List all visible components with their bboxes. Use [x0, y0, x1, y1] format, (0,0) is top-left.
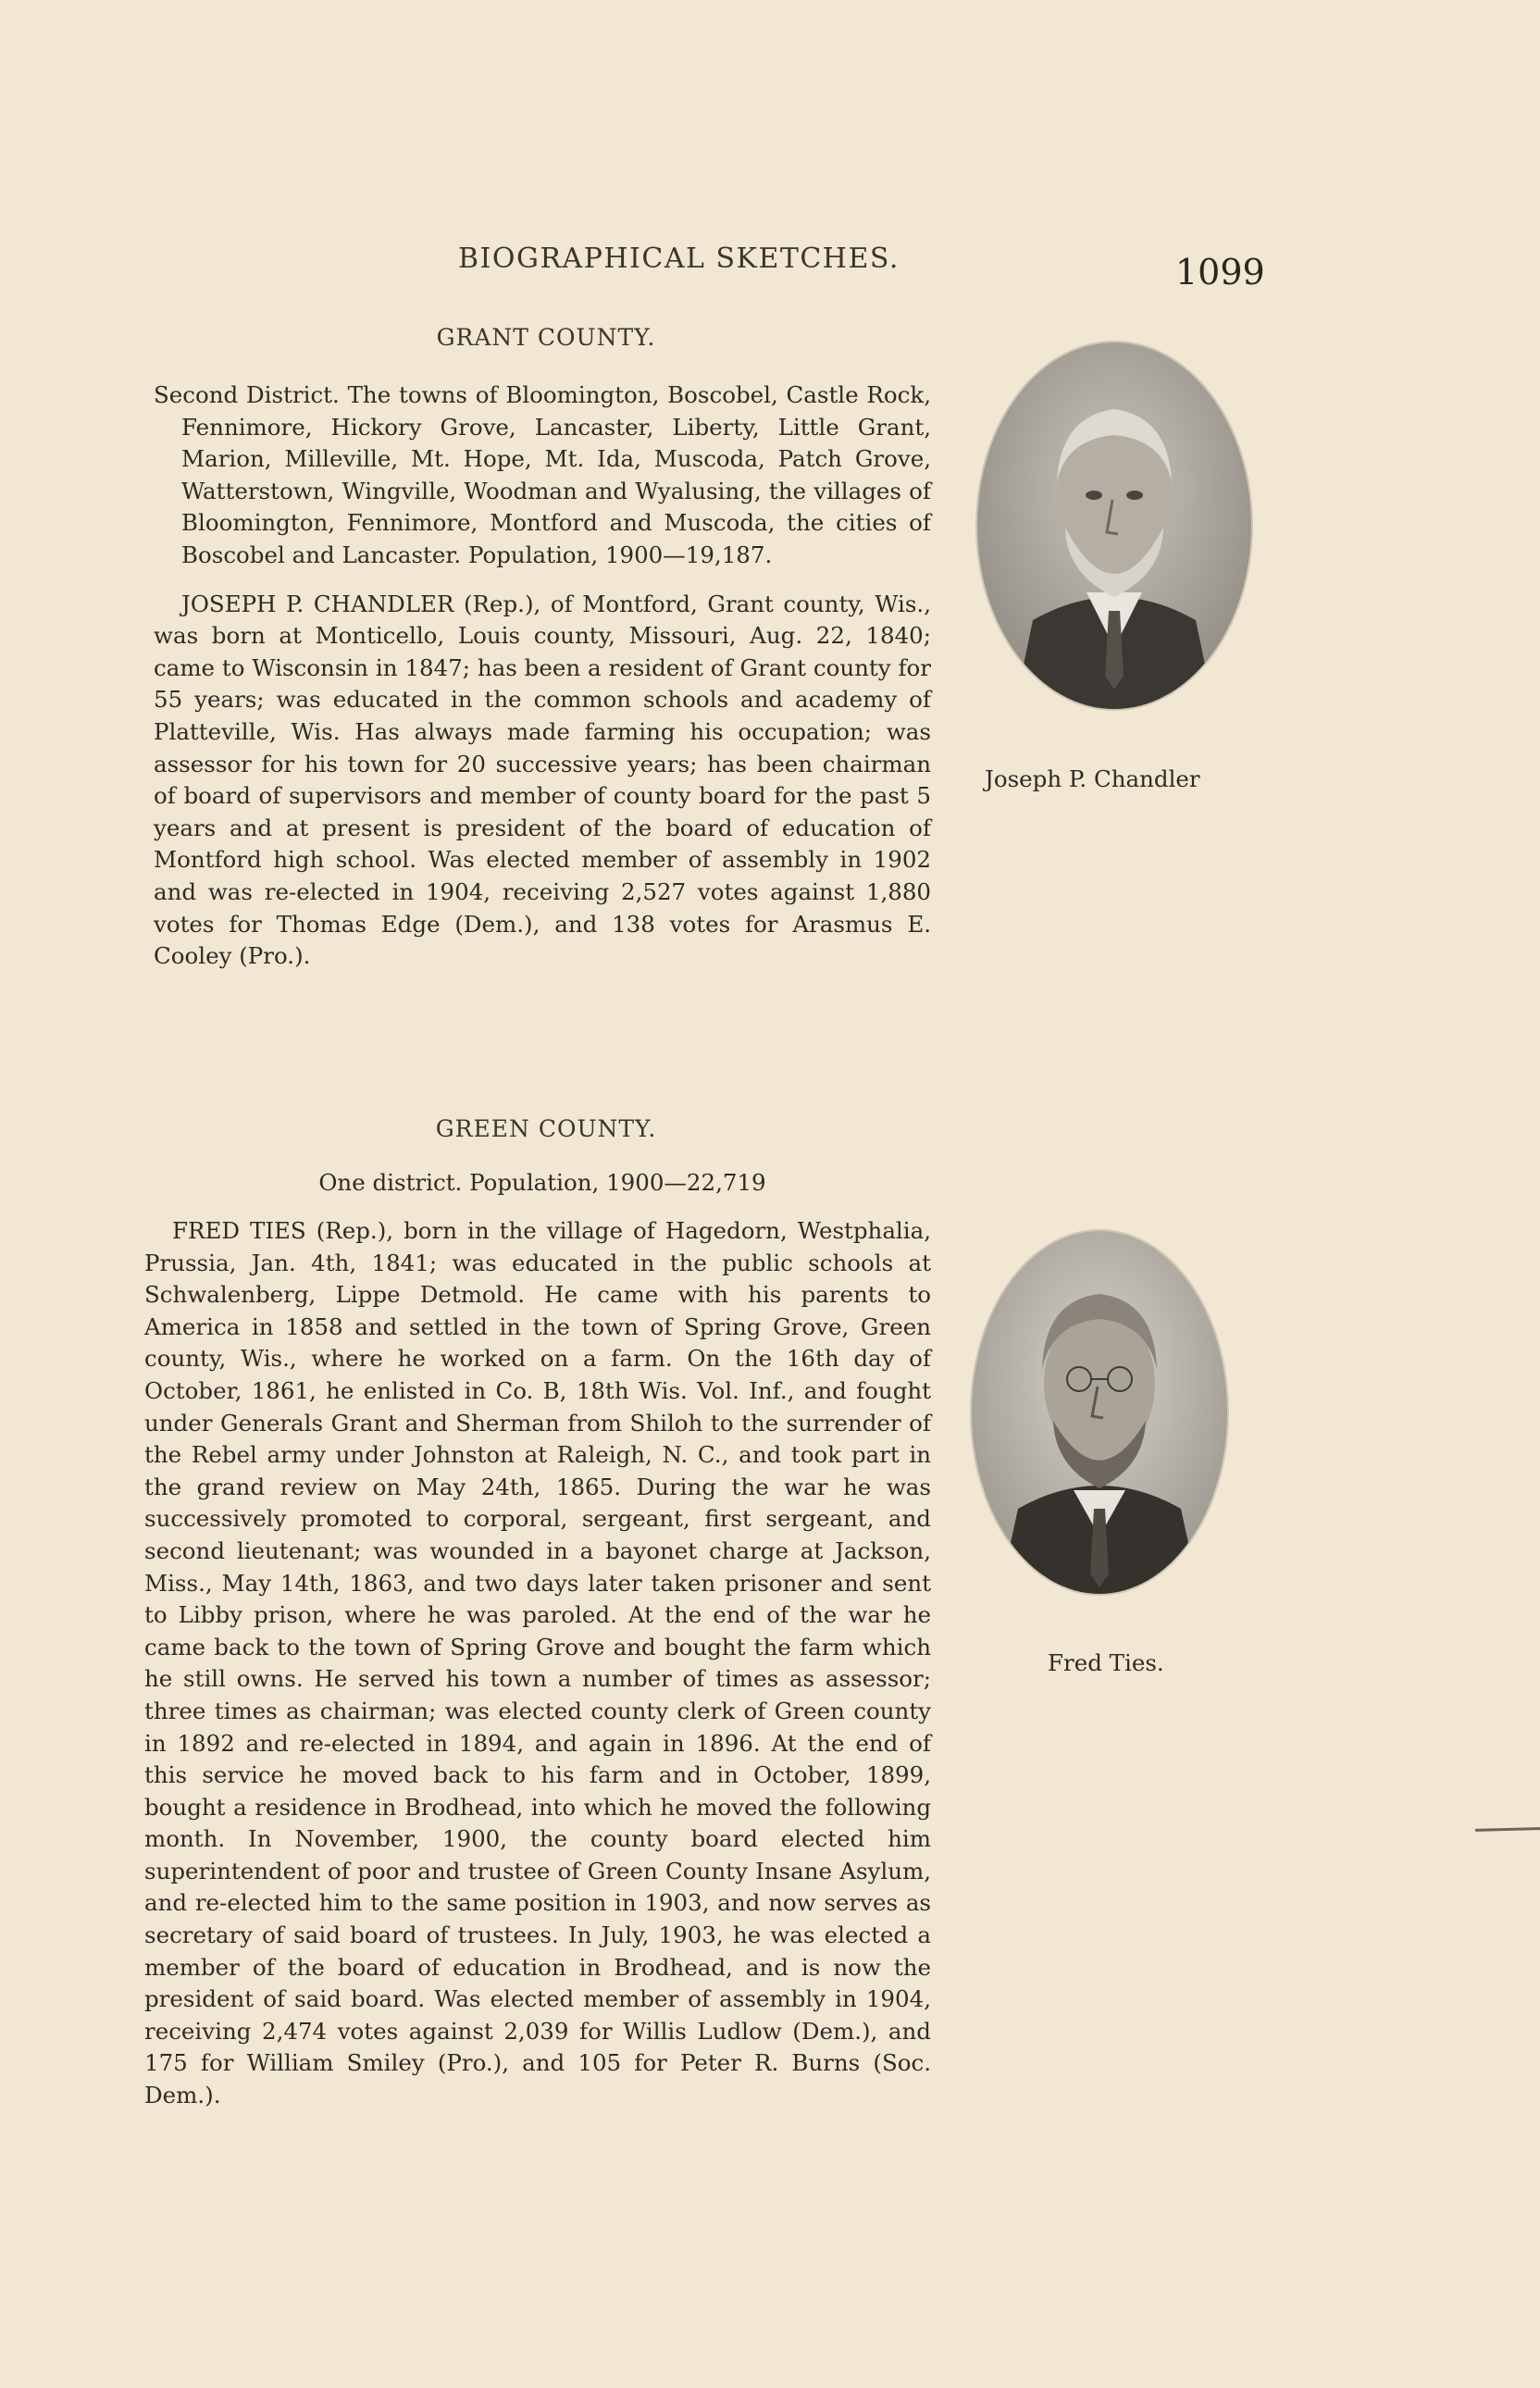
fred-ties-caption: Fred Ties.: [1048, 1649, 1164, 1676]
grant-district-description: Second District. The towns of Bloomington, Boscobel, Castle Rock, Fennimore, Hickory Grove, Lancaster, Liberty, Little Grant, Marion, Milleville, Mt. Hope, Mt. Ida, Muscoda, Patch Grove, Watterstown, Wingville, Woodman and Wyalusing, the villages of Bloomington, Fennimore, Montford and Muscoda, the cities of Boscobel and Lancaster. Population, 1900—19,187.: [154, 381, 931, 568]
green-county-section: [144, 1215, 931, 2112]
joseph-chandler-portrait: [977, 342, 1251, 709]
page-number: 1099: [1175, 252, 1265, 292]
joseph-chandler-caption: Joseph P. Chandler: [985, 765, 1200, 792]
green-county-heading: GREEN COUNTY.: [435, 1115, 657, 1142]
grant-county-heading: GRANT COUNTY.: [436, 324, 656, 351]
green-district-description: One district. Population, 1900—22,719: [318, 1169, 766, 1196]
page-edge-shadow: [1475, 1827, 1540, 1832]
green-biography: FRED TIES (Rep.), born in the village of Hagedorn, Westphalia, Prussia, Jan. 4th, 1841; was educated in the public schools at Schwalenberg, Lippe Detmold. He came with his parents to America in 1858 and settled in the town of Spring Grove, Green county, Wis., where he worked on a farm. On the 16th day of October, 1861, he enlisted in Co. B, 18th Wis. Vol. Inf., and fought under Generals Grant and Sherman from Shiloh to the surrender of the Rebel army under Johnston at Raleigh, N. C., and took part in the grand review on May 24th, 1865. During the war he was successively promoted to corporal, sergeant, first sergeant, and second lieutenant; was wounded in a bayonet charge at Jackson, Miss., May 14th, 1863, and two days later taken prisoner and sent to Libby prison, where he was paroled. At the end of the war he came back to the town of Spring Grove and bought the farm which he still owns. He served his town a number of times as assessor; three times as chairman; was elected county clerk of Green county in 1892 and re-elected in 1894, and again in 1896. At the end of this service he moved back to his farm and in October, 1899, bought a residence in Brodhead, into which he moved the following month. In November, 1900, the county board elected him superintendent of poor and trustee of Green County Insane Asylum, and re-elected him to the same position in 1903, and now serves as secretary of said board of trustees. In July, 1903, he was elected a member of the board of education in Brodhead, and is now the president of said board. Was elected member of assembly in 1904, receiving 2,474 votes against 2,039 for Willis Ludlow (Dem.), and 175 for William Smiley (Pro.), and 105 for Peter R. Burns (Soc. Dem.).: [144, 1217, 931, 2109]
grant-county-section: [154, 379, 931, 973]
grant-biography: JOSEPH P. CHANDLER (Rep.), of Montford, Grant county, Wis., was born at Monticello, Louis county, Missouri, Aug. 22, 1840; came to Wisconsin in 1847; has been a resident of Grant county for 55 years; was educated in the common schools and academy of Platteville, Wis. Has always made farming his occupation; was assessor for his town for 20 successive years; has been chairman of board of supervisors and member of county board for the past 5 years and at present is president of the board of education of Montford high school. Was elected member of assembly in 1902 and was re-elected in 1904, receiving 2,527 votes against 1,880 votes for Thomas Edge (Dem.), and 138 votes for Arasmus E. Cooley (Pro.).: [154, 590, 931, 970]
joseph-chandler-portrait-image: [977, 342, 1251, 709]
fred-ties-portrait-image: [972, 1231, 1227, 1594]
fred-ties-portrait: [972, 1231, 1227, 1594]
running-head: BIOGRAPHICAL SKETCHES.: [458, 243, 900, 275]
